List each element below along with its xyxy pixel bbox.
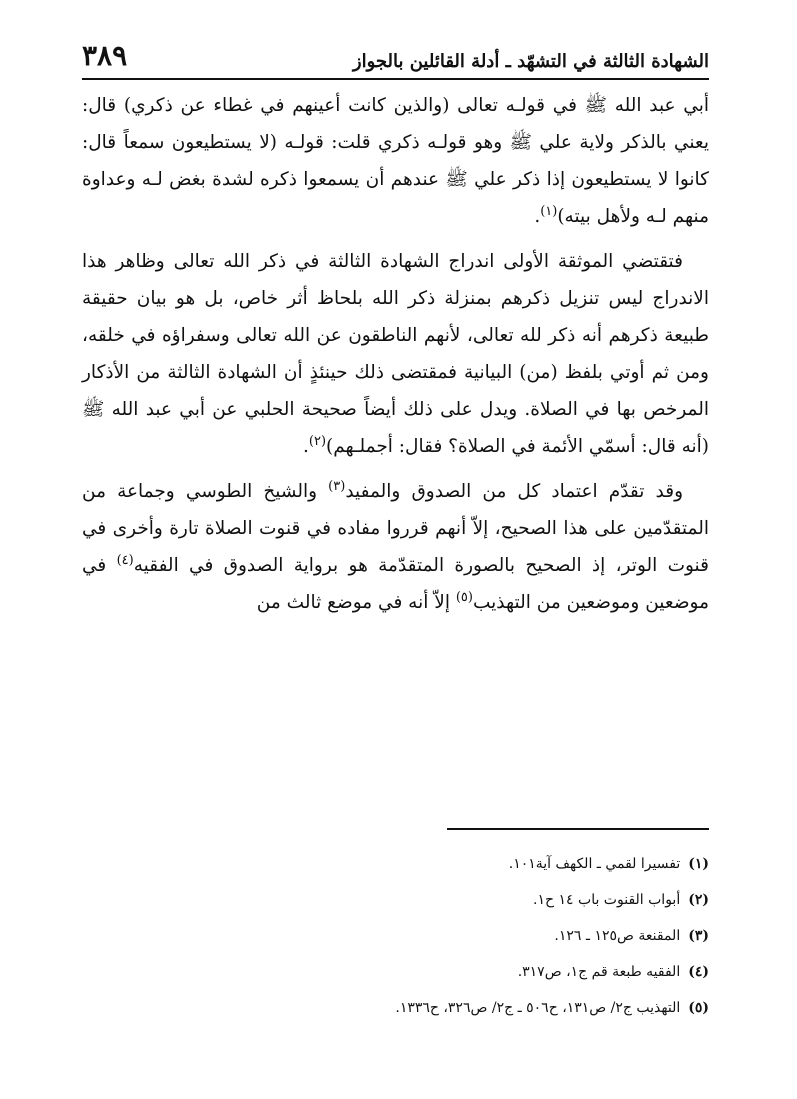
footnote-text: المقنعة ص١٢٥ ـ ١٢٦.: [554, 928, 681, 944]
footnote-item: [160, 918, 709, 954]
footnote-separator: [447, 828, 709, 830]
footnote-ref: (١): [540, 203, 558, 219]
paragraph-2: [82, 243, 709, 465]
main-text: [82, 87, 709, 629]
paragraph-3: [82, 473, 709, 621]
footnote-text: التهذيب ج٢/ ص١٣١، ح٥٠٦ ـ ج٢/ ص٣٢٦، ح١٣٣٦.: [395, 1000, 681, 1016]
paragraph-text: أبي عبد الله ﷺ في قولـه تعالى (والذين كانت أعينهم في غطاء عن ذكري) قال: يعني بالذكر ولاية علي ﷺ وهو قولـه ذكري قلت: قولـه (لا يستطيعون سمعاً قال: كانوا لا يستطيعون إذا ذكر علي ﷺ عندهم أن يسمعوا ذكره لشدة بغض لـه وعداوة منهم لـه ولأهل بيته): [82, 95, 709, 227]
footnote-ref: (٥): [455, 589, 473, 605]
footnote-item: [160, 954, 709, 990]
paragraph-text: فتقتضي الموثقة الأولى اندراج الشهادة الثالثة في ذكر الله تعالى وظاهر هذا الاندراج ليس تنزيل ذكرهم بمنزلة ذكر الله بلحاظ أثر خاص، بل هو بيان حقيقة طبيعة ذكرهم أنه ذكر لله تعالى، لأنهم الناطقون عن الله تعالى وسفراؤه في خلقه، ومن ثم أوتي بلفظ (من) البيانية فمقتضى ذلك حينئذٍ أن الشهادة الثالثة من الأذكار المرخص بها في الصلاة. ويدل على ذلك أيضاً صحيحة الحلبي عن أبي عبد الله ﷺ (أنه قال: أسمّي الأئمة في الصلاة؟ فقال: أجملـهم): [82, 251, 709, 457]
paragraph-end: .: [534, 206, 541, 227]
footnote-text: تفسيرا لقمي ـ الكهف آية١٠١.: [508, 856, 681, 872]
footnote-item: [160, 846, 709, 882]
footnote-item: [160, 882, 709, 918]
footnote-ref: (٣): [328, 478, 346, 494]
page-number: ٣٨٩: [82, 39, 128, 72]
paragraph-text: وقد تقدّم اعتماد كل من الصدوق والمفيد: [345, 481, 684, 502]
footnote-ref: (٤): [116, 552, 134, 568]
footnote-number: (٣): [688, 928, 709, 944]
footnote-text: الفقيه طبعة قم ج١، ص٣١٧.: [517, 964, 681, 980]
footnote-number: (٥): [688, 1000, 709, 1016]
paragraph-text: والشيخ الطوسي وجماعة من المتقدّمين على هذا الصحيح، إلاّ أنهم قرروا مفاده في قنوت الصلاة تارة وأخرى في قنوت الوتر، إذ الصحيح بالصورة المتقدّمة هو برواية الصدوق في الفقيه: [82, 481, 709, 576]
running-title: الشهادة الثالثة في التشهّد ـ أدلة القائلين بالجواز: [352, 51, 709, 72]
paragraph-end: .: [302, 436, 309, 457]
page-header: [82, 28, 709, 80]
footnote-number: (١): [688, 856, 709, 872]
footnote-ref: (٢): [308, 433, 327, 449]
footnote-number: (٤): [688, 964, 709, 980]
footnote-text: أبواب القنوت باب ١٤ ح١.: [533, 892, 681, 908]
paragraph-text: إلاّ أنه في موضع ثالث من: [256, 592, 456, 613]
paragraph-text: في موضعين وموضعين من التهذيب: [82, 555, 709, 613]
footnote-item: [160, 990, 709, 1026]
footnote-number: (٢): [688, 892, 709, 908]
footnotes-list: [160, 846, 709, 1026]
paragraph-1: [82, 87, 709, 235]
